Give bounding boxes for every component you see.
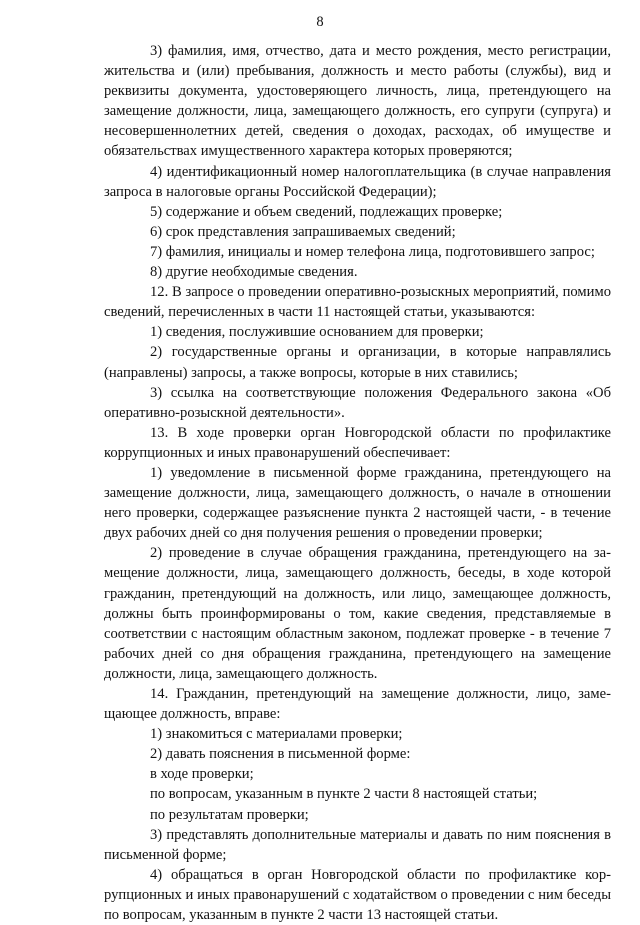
paragraph-14-item-2: 2) давать пояснения в письменной форме: <box>150 746 411 763</box>
section-14-heading: 14. Гражданин, претендующий на замещение должности, лицо, замещающее должность, вправе: <box>104 686 611 723</box>
paragraph-14-item-4: 4) обращаться в орган Новгородской области по профилактике коррупционных и иных правонарушений с ходатайством о проведении с ним беседы по вопросам, указанным в пункте 2 части 13 настоящей статьи. <box>104 866 611 924</box>
paragraph-14-item-2-sub-3: по результатам проверки; <box>150 806 309 823</box>
section-12-heading: 12. В запросе о проведении оперативно-розыскных мероприятий, помимо сведений, перечисленных в части 11 настоящей статьи, указываются: <box>104 284 611 321</box>
paragraph-13-item-2: 2) проведение в случае обращения гражданина, претендующего на замещение должности, лица, замещающего должность, беседы, в ходе которой гражданин, претендующий на должность, или лицо, замещающее должность, должны быть проинформированы о том, какие сведения, представляемые в соответствии с настоящим областным законом, подлежат проверке - в течение 7 рабочих дней со дня обращения гражданина, претендующего на замещение должности, лица, замещающего должность. <box>104 545 611 682</box>
paragraph-14-item-3: 3) представлять дополнительные материалы и давать по ним пояснения в письменной форме; <box>104 826 611 863</box>
paragraph-11-item-4: 4) идентификационный номер налогоплательщика (в случае направления запроса в налоговые органы Российской Федерации); <box>104 163 611 200</box>
paragraph-11-item-3: 3) фамилия, имя, отчество, дата и место рождения, место регистрации, жительства и (или) пребывания, должность и место работы (службы), вид и реквизиты документа, удостоверяющего личность, лица, претендующего на замещение должности, лица, замещающего должность, его супруги (супруга) и несовершеннолетних детей, сведения о доходах, расходах, об имуществе и обязательствах имущественного характера которых проверяются; <box>104 43 611 160</box>
paragraph-12-item-3: 3) ссылка на соответствующие положения Федерального закона «Об оперативно-розыскной деятельности». <box>104 384 611 421</box>
paragraph-12-item-1: 1) сведения, послужившие основанием для проверки; <box>150 324 484 341</box>
page-number: 8 <box>316 14 324 30</box>
paragraph-14-item-1: 1) знакомиться с материалами проверки; <box>150 726 403 743</box>
paragraph-11-item-7: 7) фамилия, инициалы и номер телефона лица, подготовившего запрос; <box>150 243 595 260</box>
paragraph-11-item-6: 6) срок представления запрашиваемых сведений; <box>150 223 456 240</box>
paragraph-12-item-2: 2) государственные органы и организации, в которые направлялись (направлены) запросы, а также вопросы, которые в них ставились; <box>104 344 611 381</box>
paragraph-11-item-8: 8) другие необходимые сведения. <box>150 264 358 281</box>
paragraph-13-item-1: 1) уведомление в письменной форме гражданина, претендующего на замещение должности, лица, замещающего должность, о начале в отношении него проверки, содержащее разъяснение пункта 2 настоящей части, - в течение двух рабочих дней со дня получения решения о проведении проверки; <box>104 464 611 542</box>
paragraph-11-item-5: 5) содержание и объем сведений, подлежащих проверке; <box>150 203 503 220</box>
paragraph-14-item-2-sub-1: в ходе проверки; <box>150 766 254 783</box>
section-13-heading: 13. В ходе проверки орган Новгородской области по профилактике коррупционных и иных правонарушений обеспечивает: <box>104 424 611 461</box>
document-body <box>104 41 611 925</box>
paragraph-14-item-2-sub-2: по вопросам, указанным в пункте 2 части 8 настоящей статьи; <box>150 786 538 803</box>
